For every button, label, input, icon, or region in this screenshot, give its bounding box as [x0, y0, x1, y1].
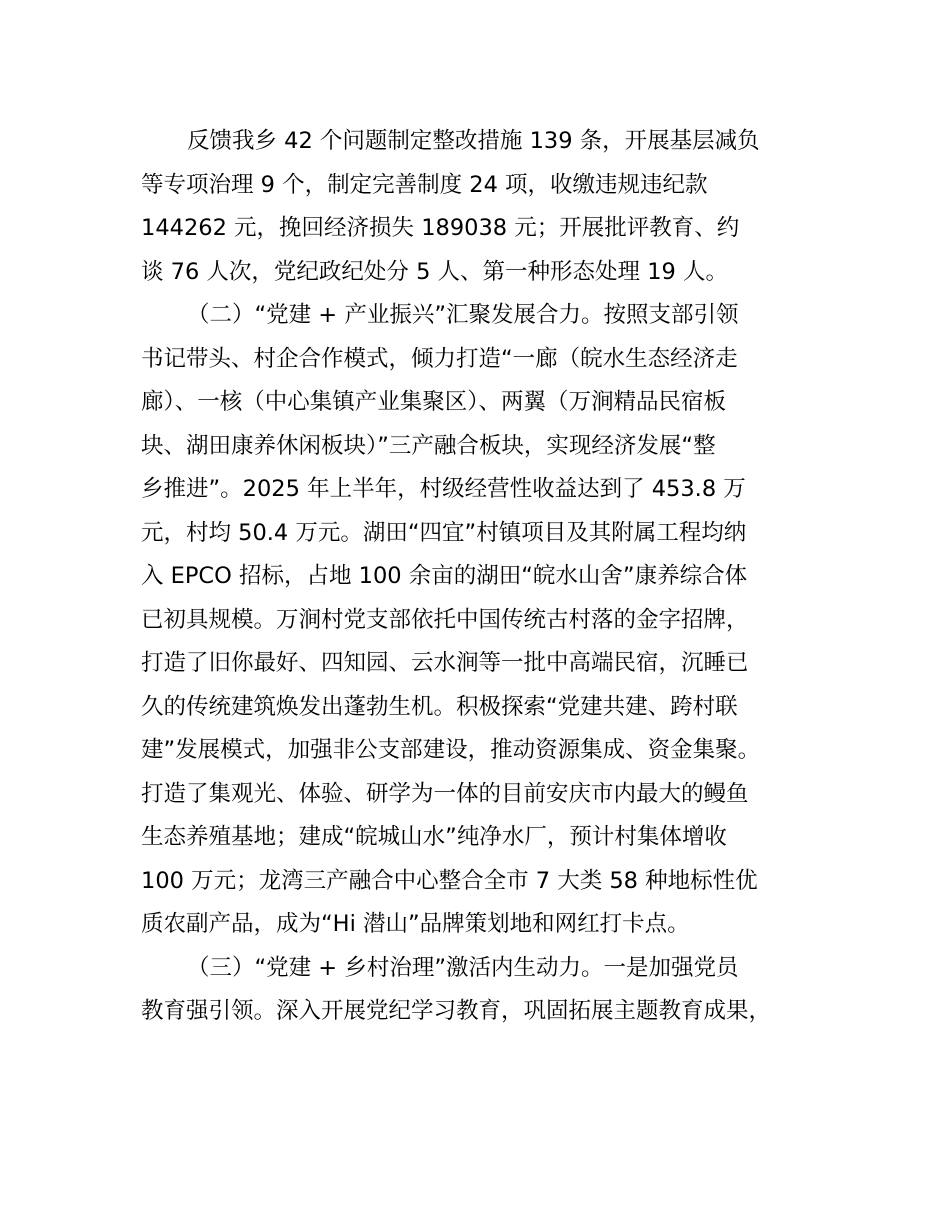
- text-line: 块、湖田康养休闲板块）”三产融合板块，实现经济发展“整: [141, 432, 716, 459]
- section-heading-line: （二）“党建 + 产业振兴”汇聚发展合力。按照支部引领: [187, 302, 739, 328]
- section-heading-line: （三）“党建 + 乡村治理”激活内生动力。一是加强党员: [187, 954, 739, 981]
- text-line: 谈 76 人次，党纪政纪处分 5 人、第一种形态处理 19 人。: [141, 258, 728, 285]
- text-line: 入 EPCO 招标，占地 100 余亩的湖田“皖水山舍”康养综合体: [141, 563, 748, 589]
- text-line: 元，村均 50.4 万元。湖田“四宜”村镇项目及其附属工程均纳: [141, 519, 747, 546]
- text-line: 教育强引领。深入开展党纪学习教育，巩固拓展主题教育成果，: [141, 998, 772, 1024]
- text-line: 廊）、一核（中心集镇产业集聚区）、两翼（万涧精品民宿板: [141, 389, 727, 415]
- paragraph-rural-governance: [141, 947, 841, 1034]
- text-line: 反馈我乡 42 个问题制定整改措施 139 条，开展基层减负: [187, 128, 760, 154]
- paragraph-discipline-results: [141, 120, 841, 294]
- text-line: 建”发展模式，加强非公支部建设，推动资源集成、资金集聚。: [141, 737, 761, 763]
- text-line: 质农副产品，成为“Hi 潜山”品牌策划地和网红打卡点。: [141, 911, 690, 937]
- text-line: 久的传统建筑焕发出蓬勃生机。积极探索“党建共建、跨村联: [141, 693, 738, 720]
- document-body: [141, 120, 841, 1034]
- text-line: 书记带头、村企合作模式，倾力打造“一廊（皖水生态经济走: [141, 345, 738, 372]
- paragraph-industry-revitalization: [141, 294, 841, 947]
- text-line: 打造了集观光、体验、研学为一体的目前安庆市内最大的鳗鱼: [141, 780, 749, 807]
- text-line: 打造了旧你最好、四知园、云水涧等一批中高端民宿，沉睡已: [141, 650, 749, 676]
- text-line: 144262 元，挽回经济损失 189038 元；开展批评教育、约: [141, 215, 740, 241]
- text-line: 生态养殖基地；建成“皖城山水”纯净水厂，预计村集体增收: [141, 824, 727, 850]
- text-line: 已初具规模。万涧村党支部依托中国传统古村落的金字招牌，: [141, 606, 749, 633]
- text-line: 等专项治理 9 个，制定完善制度 24 项，收缴违规违纪款: [141, 171, 708, 198]
- text-line: 乡推进”。2025 年上半年，村级经营性收益达到了 453.8 万: [141, 476, 746, 502]
- text-line: 100 万元；龙湾三产融合中心整合全市 7 大类 58 种地标性优: [141, 867, 758, 894]
